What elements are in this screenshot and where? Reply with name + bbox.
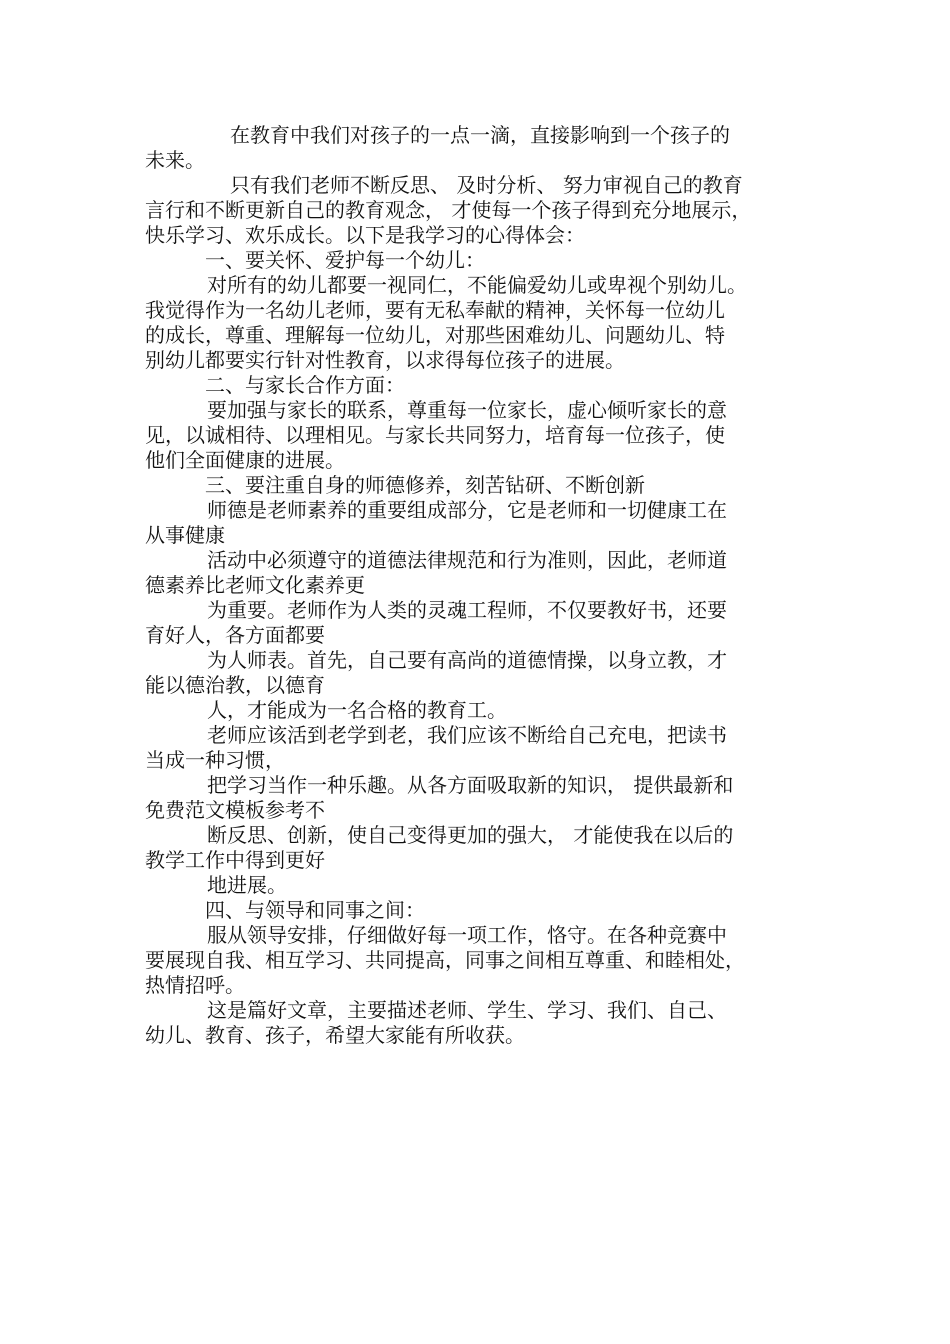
section-heading: 三、要注重自身的师德修养，刻苦钻研、不断创新: [205, 473, 645, 497]
text-line: 要加强与家长的联系，尊重每一位家长，虚心倾听家长的意: [207, 398, 727, 422]
text-line: 为人师表。首先，自己要有高尚的道德情操，以身立教，才: [207, 648, 727, 672]
text-line: 地进展。: [207, 873, 287, 897]
text-line: 为重要。老师作为人类的灵魂工程师，不仅要教好书，还要: [207, 598, 727, 622]
section-heading: 一、要关怀、爱护每一个幼儿：: [205, 248, 485, 272]
text-line: 幼儿、教育、孩子，希望大家能有所收获。: [145, 1023, 525, 1047]
text-line: 热情招呼。: [145, 973, 245, 997]
text-line: 活动中必须遵守的道德法律规范和行为准则，因此，老师道: [207, 548, 727, 572]
text-line: 能以德治教，以德育: [145, 673, 325, 697]
text-line: 老师应该活到老学到老，我们应该不断给自己充电，把读书: [207, 723, 727, 747]
text-line: 德素养比老师文化素养更: [145, 573, 365, 597]
text-line: 他们全面健康的进展。: [145, 448, 345, 472]
text-line: 未来。: [145, 148, 205, 172]
text-line: 只有我们老师不断反思、 及时分析、 努力审视自己的教育: [230, 173, 743, 197]
section-heading: 二、与家长合作方面：: [205, 373, 405, 397]
text-line: 教学工作中得到更好: [145, 848, 325, 872]
text-line: 言行和不断更新自己的教育观念， 才使每一个孩子得到充分地展示，: [145, 198, 752, 222]
section-heading: 四、与领导和同事之间：: [205, 898, 425, 922]
text-line: 师德是老师素养的重要组成部分，它是老师和一切健康工在: [207, 498, 727, 522]
document-body: [145, 123, 825, 1048]
text-line: 免费范文模板参考不: [145, 798, 325, 822]
text-line: 当成一种习惯，: [145, 748, 285, 772]
text-line: 人，才能成为一名合格的教育工。: [207, 698, 507, 722]
text-line: 这是篇好文章，主要描述老师、学生、学习、我们、自己、: [207, 998, 727, 1022]
text-line: 见，以诚相待、以理相见。与家长共同努力，培育每一位孩子，使: [145, 423, 725, 447]
text-line: 我觉得作为一名幼儿老师，要有无私奉献的精神，关怀每一位幼儿: [145, 298, 725, 322]
text-line: 把学习当作一种乐趣。从各方面吸取新的知识， 提供最新和: [207, 773, 734, 797]
text-line: 育好人，各方面都要: [145, 623, 325, 647]
text-line: 别幼儿都要实行针对性教育，以求得每位孩子的进展。: [145, 348, 625, 372]
text-line: 在教育中我们对孩子的一点一滴，直接影响到一个孩子的: [230, 123, 730, 147]
text-line: 服从领导安排，仔细做好每一项工作，恪守。在各种竞赛中: [207, 923, 727, 947]
text-line: 断反思、创新，使自己变得更加的强大， 才能使我在以后的: [207, 823, 734, 847]
text-line: 要展现自我、相互学习、共同提高，同事之间相互尊重、和睦相处，: [145, 948, 745, 972]
text-line: 的成长，尊重、理解每一位幼儿，对那些困难幼儿、问题幼儿、特: [145, 323, 725, 347]
text-line: 快乐学习、欢乐成长。以下是我学习的心得体会：: [145, 223, 585, 247]
text-line: 对所有的幼儿都要一视同仁，不能偏爱幼儿或卑视个别幼儿。: [207, 273, 747, 297]
text-line: 从事健康: [145, 523, 225, 547]
